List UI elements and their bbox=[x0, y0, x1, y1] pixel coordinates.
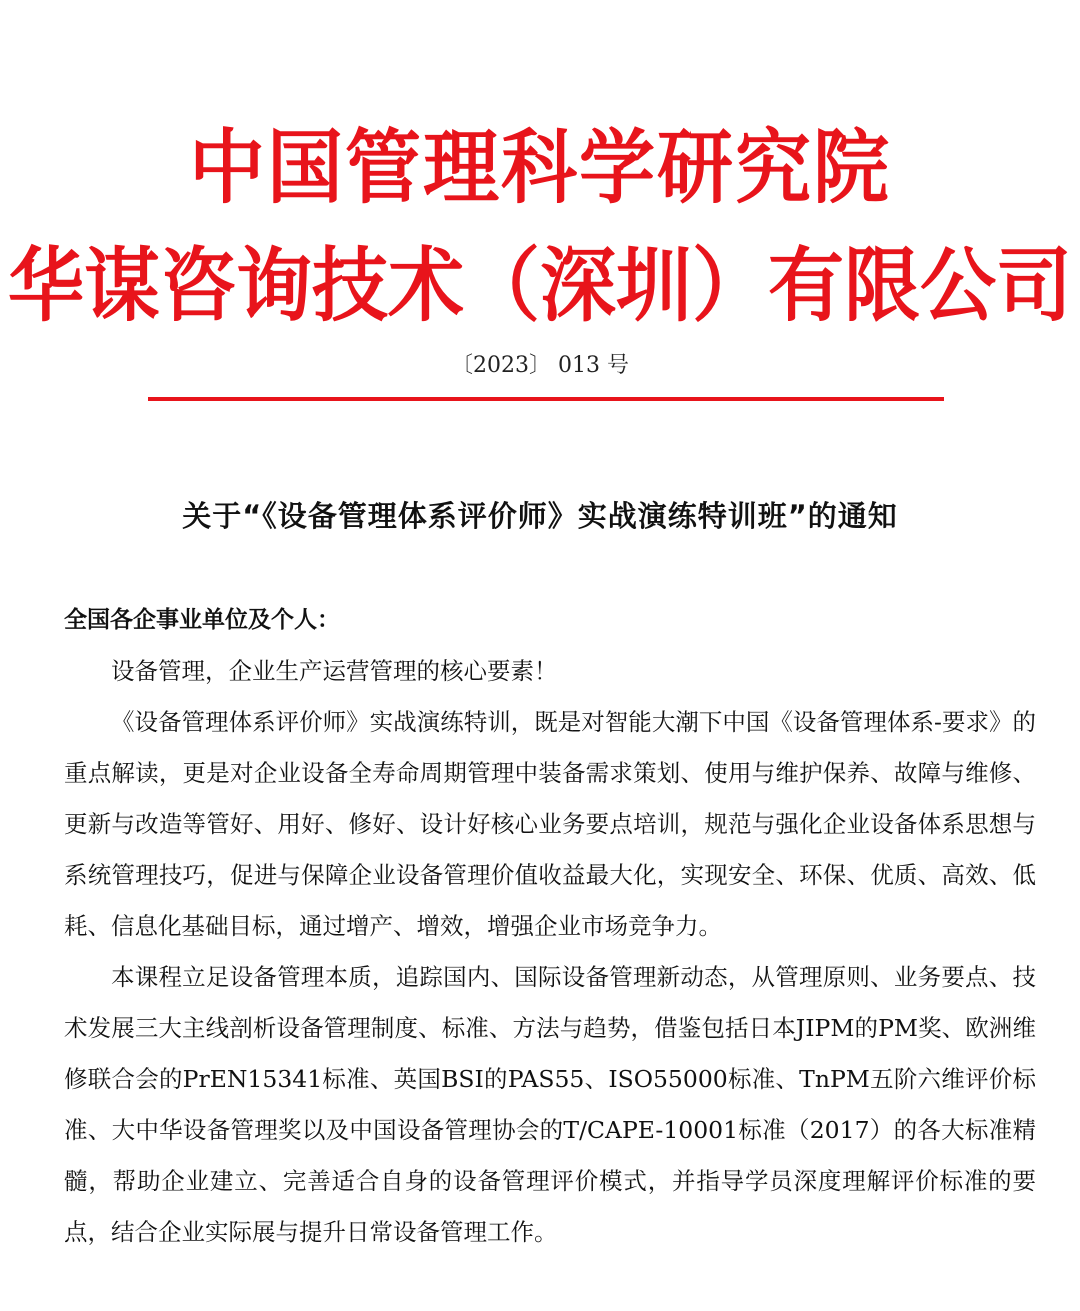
notice-title: 关于“《设备管理体系评价师》实战演练特训班”的通知 bbox=[182, 499, 898, 533]
letterhead-organization-2: 华谋咨询技术（深圳）有限公司 bbox=[8, 238, 1072, 333]
letterhead-organization-1: 中国管理科学研究院 bbox=[189, 120, 891, 215]
notice-body bbox=[64, 646, 1036, 1258]
body-paragraph-1: 设备管理，企业生产运营管理的核心要素！ bbox=[111, 657, 558, 685]
salutation: 全国各企事业单位及个人： bbox=[64, 607, 340, 633]
body-paragraph-3: 本课程立足设备管理本质，追踪国内、国际设备管理新动态，从管理原则、业务要点、技术发展三大主线剖析设备管理制度、标准、方法与趋势，借鉴包括日本JIPM的PM奖、欧洲维修联合会的PrEN15341标准、英国BSI的PAS55、ISO55000标准、TnPM五阶六维评价标准、大中华设备管理奖以及中国设备管理协会的T/CAPE-10001标准（2017）的各大标准精髓，帮助企业建立、完善适合自身的设备管理评价模式，并指导学员深度理解评价标准的要点，结合企业实际展与提升日常设备管理工作。 bbox=[64, 963, 1036, 1246]
red-divider bbox=[148, 397, 944, 401]
document-number: 〔2023〕 013 号 bbox=[451, 353, 629, 378]
body-paragraph-2: 《设备管理体系评价师》实战演练特训，既是对智能大潮下中国《设备管理体系-要求》的重点解读，更是对企业设备全寿命周期管理中装备需求策划、使用与维护保养、故障与维修、更新与改造等管好、用好、修好、设计好核心业务要点培训，规范与强化企业设备体系思想与系统管理技巧，促进与保障企业设备管理价值收益最大化，实现安全、环保、优质、高效、低耗、信息化基础目标，通过增产、增效，增强企业市场竞争力。 bbox=[64, 708, 1036, 940]
